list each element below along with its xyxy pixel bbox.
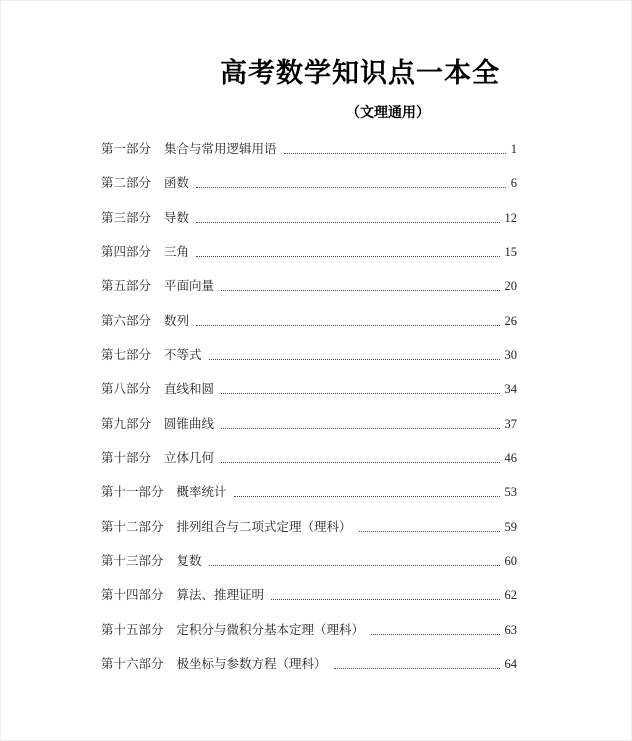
- toc-entry: [101, 245, 517, 279]
- toc-entry-title: 函数: [164, 176, 190, 191]
- toc-entry: [101, 623, 517, 657]
- toc-entry-page-number: 60: [504, 554, 517, 569]
- toc-entry-part-label: 第七部分: [101, 348, 152, 363]
- dot-leader: [221, 279, 499, 291]
- toc-entry-title: 三角: [164, 245, 190, 260]
- toc-entry-title: 极坐标与参数方程（理科）: [176, 657, 327, 672]
- dot-leader: [271, 588, 499, 600]
- toc-entry-page-number: 53: [504, 485, 517, 500]
- toc-entry: [101, 451, 517, 485]
- toc-entry: [101, 314, 517, 348]
- toc-entry-page-number: 30: [504, 348, 517, 363]
- toc-entry-page-number: 12: [504, 210, 517, 225]
- toc-entry-part-label: 第十五部分: [101, 622, 164, 637]
- dot-leader: [359, 520, 500, 532]
- toc-entry-page-number: 1: [510, 142, 517, 156]
- toc-entry: [101, 382, 517, 416]
- toc-entry-part-label: 第三部分: [101, 210, 152, 225]
- toc-entry-title: 复数: [176, 554, 202, 569]
- document-subtitle: （文理通用）: [346, 104, 430, 120]
- document-title: 高考数学知识点一本全: [220, 58, 500, 88]
- dot-leader: [209, 554, 500, 566]
- dot-leader: [196, 176, 506, 188]
- dot-leader: [221, 451, 499, 463]
- toc-entry: [101, 211, 517, 245]
- toc-entry-title: 排列组合与二项式定理（理科）: [176, 519, 352, 534]
- dot-leader: [234, 485, 500, 497]
- dot-leader: [209, 348, 500, 360]
- toc-entry: [101, 176, 517, 210]
- toc-entry-part-label: 第四部分: [101, 245, 152, 260]
- toc-entry-title: 直线和圆: [164, 382, 215, 397]
- toc-entry-page-number: 59: [504, 519, 517, 534]
- toc-entry: [101, 417, 517, 451]
- toc-entry-page-number: 64: [504, 657, 517, 672]
- toc-entry-part-label: 第十六部分: [101, 657, 164, 672]
- toc-entry-part-label: 第十二部分: [101, 519, 164, 534]
- toc-entry-title: 定积分与微积分基本定理（理科）: [176, 622, 365, 637]
- dot-leader: [196, 245, 499, 257]
- dot-leader: [196, 314, 499, 326]
- dot-leader: [221, 382, 499, 394]
- toc-entry-part-label: 第一部分: [101, 142, 152, 156]
- toc-entry-title: 导数: [164, 210, 190, 225]
- dot-leader: [371, 623, 499, 635]
- toc-entry-title: 平面向量: [164, 279, 215, 294]
- toc-entry: [101, 348, 517, 382]
- toc-entry-title: 概率统计: [176, 485, 227, 500]
- toc-entry-part-label: 第五部分: [101, 279, 152, 294]
- toc-entry-title: 不等式: [164, 348, 202, 363]
- toc-entry: [101, 588, 517, 622]
- toc-entry-page-number: 46: [504, 451, 517, 466]
- toc-entry-part-label: 第二部分: [101, 176, 152, 191]
- dot-leader: [221, 417, 499, 429]
- toc-entry: [101, 520, 517, 554]
- toc-entry-part-label: 第十部分: [101, 451, 152, 466]
- toc-entry: [101, 657, 517, 691]
- toc-entry-page-number: 26: [504, 313, 517, 328]
- toc-entry-title: 集合与常用逻辑用语: [164, 142, 277, 156]
- toc-entry-page-number: 20: [504, 279, 517, 294]
- table-of-contents: [101, 142, 517, 692]
- toc-entry-part-label: 第十三部分: [101, 554, 164, 569]
- toc-entry: [101, 485, 517, 519]
- toc-entry-title: 立体几何: [164, 451, 215, 466]
- dot-leader: [284, 142, 506, 154]
- toc-entry: [101, 554, 517, 588]
- toc-entry-part-label: 第十一部分: [101, 485, 164, 500]
- toc-entry: [101, 279, 517, 313]
- toc-entry-page-number: 62: [504, 588, 517, 603]
- toc-entry-part-label: 第八部分: [101, 382, 152, 397]
- toc-entry-page-number: 6: [510, 176, 517, 191]
- toc-entry-title: 数列: [164, 313, 190, 328]
- toc-entry-page-number: 15: [504, 245, 517, 260]
- toc-entry-title: 圆锥曲线: [164, 416, 215, 431]
- toc-entry-page-number: 34: [504, 382, 517, 397]
- toc-entry-page-number: 37: [504, 416, 517, 431]
- dot-leader: [334, 657, 500, 669]
- toc-entry-part-label: 第九部分: [101, 416, 152, 431]
- toc-entry-part-label: 第六部分: [101, 313, 152, 328]
- toc-entry-page-number: 63: [504, 622, 517, 637]
- dot-leader: [196, 211, 499, 223]
- toc-entry-title: 算法、推理证明: [176, 588, 265, 603]
- toc-entry: [101, 142, 517, 176]
- toc-entry-part-label: 第十四部分: [101, 588, 164, 603]
